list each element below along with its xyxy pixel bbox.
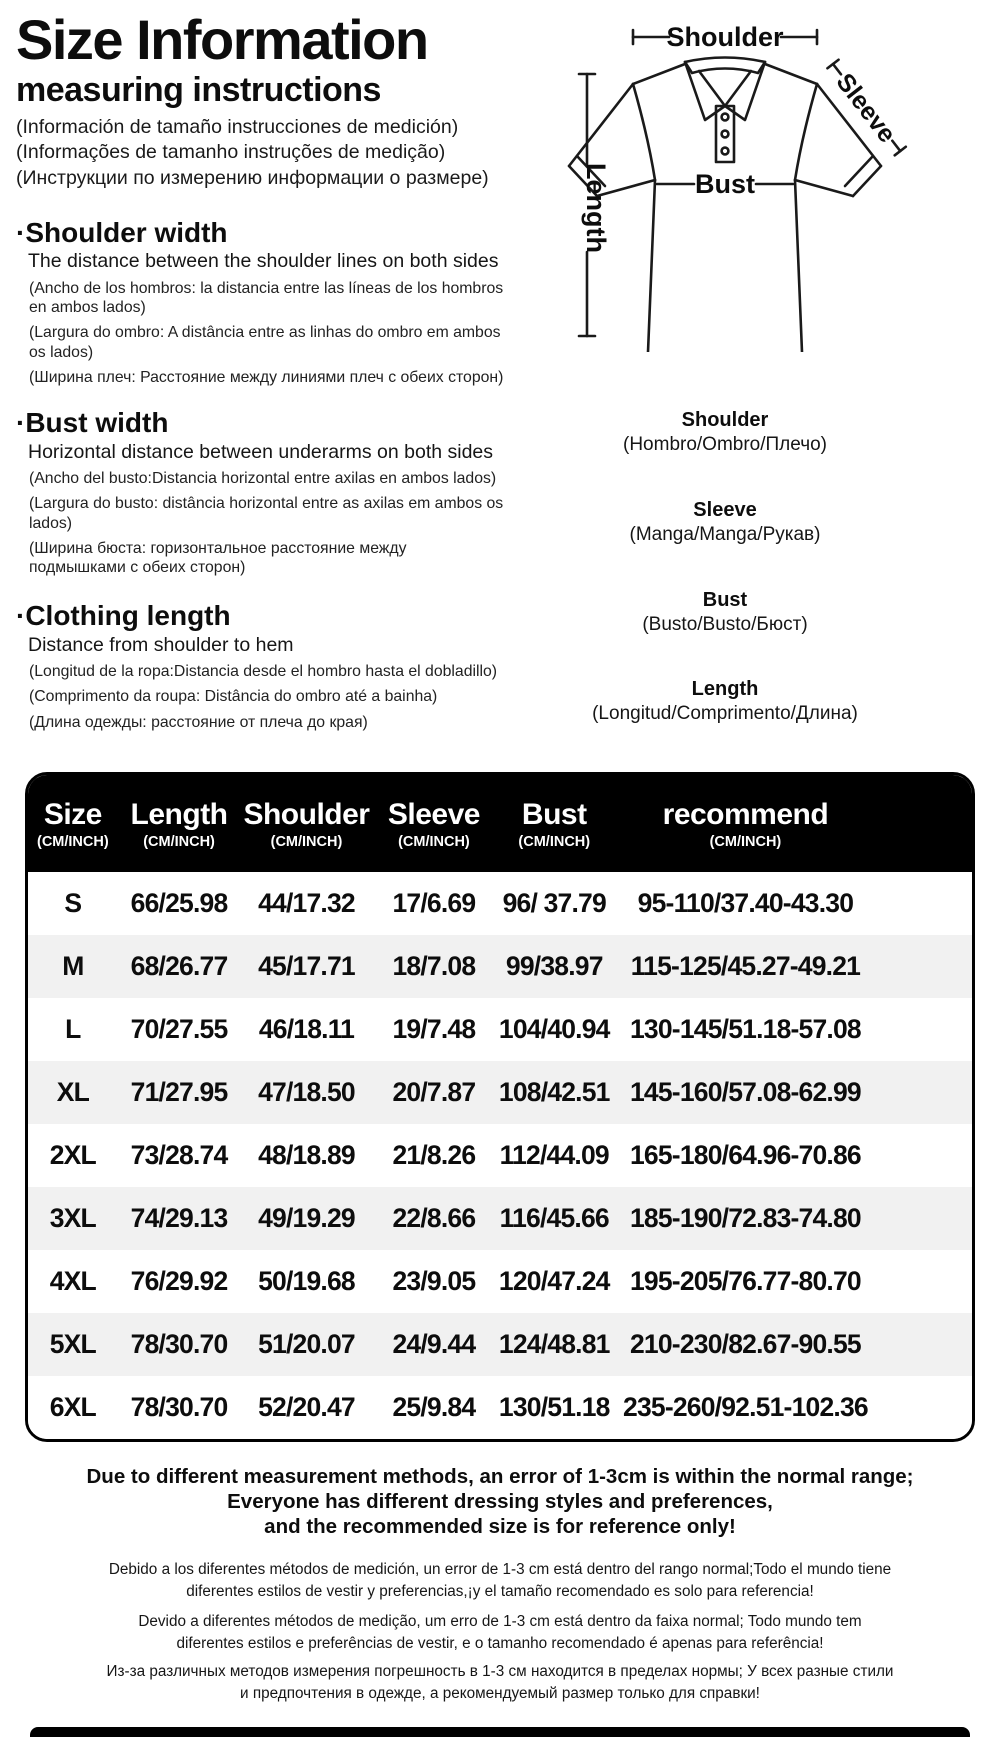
cell-recommend: 95-110/37.40-43.30 xyxy=(637,888,854,918)
cell-length: 76/29.92 xyxy=(130,1266,228,1296)
cell-size: 2XL xyxy=(49,1140,96,1170)
cell-shoulder: 46/18.11 xyxy=(258,1014,355,1044)
table-row xyxy=(28,1250,972,1313)
right-cuff xyxy=(853,166,881,196)
section-description: The distance between the shoulder lines on both sides xyxy=(28,250,499,273)
cell-shoulder: 48/18.89 xyxy=(258,1140,355,1170)
cell-length: 73/28.74 xyxy=(130,1140,228,1170)
cell-length: 71/27.95 xyxy=(130,1077,228,1107)
measure-label-shoulder: Shoulder (Hombro/Ombro/Плечо) xyxy=(623,409,827,455)
cell-length: 66/25.98 xyxy=(130,888,228,918)
section-note-es: (Ancho del busto:Distancia horizontal entre axilas en ambos lados) xyxy=(29,469,497,487)
table-row xyxy=(28,998,972,1061)
cell-sleeve: 22/8.66 xyxy=(392,1203,476,1233)
cell-length: 70/27.55 xyxy=(130,1014,228,1044)
cell-size: M xyxy=(62,951,84,981)
cell-sleeve: 21/8.26 xyxy=(392,1140,476,1170)
section-shoulder-width xyxy=(16,218,538,387)
diagram-length-label: Length xyxy=(581,163,611,253)
right-armhole-seam xyxy=(795,84,817,180)
cell-shoulder: 47/18.50 xyxy=(258,1077,355,1107)
table-row xyxy=(28,935,972,998)
page-subtitle: measuring instructions xyxy=(16,71,381,109)
cell-length: 78/30.70 xyxy=(130,1329,228,1359)
bullet-icon: · xyxy=(16,407,26,439)
section-clothing-length xyxy=(16,601,538,732)
header-shoulder: Shoulder (CM/INCH) xyxy=(243,797,370,850)
table-row xyxy=(28,872,972,935)
header-sleeve: Sleeve (CM/INCH) xyxy=(387,797,480,850)
size-table xyxy=(25,772,975,1442)
section-note-es: (Longitud de la ropa:Distancia desde el hombro hasta el dobladillo) xyxy=(29,663,498,681)
table-row xyxy=(28,1187,972,1250)
section-description: Horizontal distance between underarms on both sides xyxy=(28,440,494,463)
table-row xyxy=(28,1376,972,1439)
table-row xyxy=(28,1313,972,1376)
cell-shoulder: 50/19.68 xyxy=(258,1266,355,1296)
bottom-section-divider xyxy=(30,1727,970,1737)
table-row xyxy=(28,1061,972,1124)
cell-bust: 99/38.97 xyxy=(505,951,603,981)
cell-sleeve: 20/7.87 xyxy=(392,1077,476,1107)
cell-bust: 108/42.51 xyxy=(498,1077,610,1107)
size-table-header xyxy=(28,775,972,872)
cell-length: 78/30.70 xyxy=(130,1392,228,1422)
cell-recommend: 210-230/82.67-90.55 xyxy=(629,1329,861,1359)
measure-label-sleeve: Sleeve (Manga/Manga/Рукав) xyxy=(629,498,821,545)
header-length: Length (CM/INCH) xyxy=(130,797,228,850)
page-title: Size Information xyxy=(16,8,428,71)
section-note-ru: (Длина одежды: расстояние от плеча до края) xyxy=(29,713,368,731)
section-note-ru: (Ширина плеч: Расстояние между линиями плеч с обеих сторон) xyxy=(29,368,504,386)
cell-bust: 130/51.18 xyxy=(498,1392,610,1422)
measure-label-list xyxy=(538,408,912,767)
cell-size: S xyxy=(64,888,82,918)
cell-sleeve: 24/9.44 xyxy=(392,1329,476,1359)
left-armhole-seam xyxy=(633,84,655,180)
bullet-icon: · xyxy=(16,600,26,632)
cell-recommend: 185-190/72.83-74.80 xyxy=(629,1203,861,1233)
cell-shoulder: 45/17.71 xyxy=(258,951,355,981)
disclaimer-en: Due to different measurement methods, an error of 1-3cm is within the normal range; Everyone has different dressing styles and preferences, and the recommended size is for reference only! xyxy=(86,1465,914,1538)
cell-sleeve: 23/9.05 xyxy=(392,1266,476,1296)
header-size: Size (CM/INCH) xyxy=(36,797,109,850)
cell-bust: 96/ 37.79 xyxy=(502,888,606,918)
cell-size: L xyxy=(65,1014,81,1044)
disclaimer-es: Debido a los diferentes métodos de medición, un error de 1-3 cm está dentro del rango normal;Todo el mundo tiene diferentes estilos de vestir y preferencias,¡y el tamaño recomendado es solo para referencia! xyxy=(108,1561,892,1600)
cell-recommend: 195-205/76.77-80.70 xyxy=(629,1266,861,1296)
disclaimer-ru: Из-за различных методов измерения погрешность в 1-3 см находится в пределах нормы; У всех разные стили и предпочтения в одежде, а рекомендуемый размер только для справки! xyxy=(106,1663,894,1702)
diagram-bust-label: Bust xyxy=(695,169,755,199)
measure-label-bust: Bust (Busto/Busto/Бюст) xyxy=(642,588,808,635)
cell-sleeve: 19/7.48 xyxy=(392,1014,476,1044)
cell-recommend: 235-260/92.51-102.36 xyxy=(623,1392,868,1422)
title-translations xyxy=(16,115,538,191)
section-note-pt: (Comprimento da roupa: Distância do ombro até a bainha) xyxy=(29,688,438,706)
cell-shoulder: 52/20.47 xyxy=(258,1392,355,1422)
bullet-icon: · xyxy=(16,217,26,249)
cell-shoulder: 44/17.32 xyxy=(258,888,355,918)
polo-shirt-diagram xyxy=(535,14,995,352)
cell-bust: 104/40.94 xyxy=(498,1014,610,1044)
header-recommend: recommend (CM/INCH) xyxy=(662,797,829,850)
cell-length: 68/26.77 xyxy=(130,951,228,981)
disclaimer-pt: Devido a diferentes métodos de medição, um erro de 1-3 cm está dentro da faixa normal; Todo mundo tem diferentes estilos e preferências de vestir, e o tamanho recomendado é apenas para referência! xyxy=(138,1613,862,1652)
cell-size: 3XL xyxy=(49,1203,96,1233)
cell-size: 5XL xyxy=(49,1329,96,1359)
cell-shoulder: 51/20.07 xyxy=(258,1329,355,1359)
title-note-ru: (Инструкции по измерению информации о размере) xyxy=(16,166,489,189)
title-note-es: (Información de tamaño instrucciones de medición) xyxy=(16,116,459,138)
cell-recommend: 115-125/45.27-49.21 xyxy=(630,951,861,981)
section-title: ·Bust width xyxy=(16,407,169,439)
section-description: Distance from shoulder to hem xyxy=(28,633,294,656)
cell-size: 4XL xyxy=(49,1266,96,1296)
cell-bust: 124/48.81 xyxy=(498,1329,610,1359)
cell-bust: 116/45.66 xyxy=(499,1203,609,1233)
cell-recommend: 145-160/57.08-62.99 xyxy=(629,1077,861,1107)
section-note-pt: (Largura do ombro: A distância entre as linhas do ombro em ambos os lados) xyxy=(29,324,501,361)
section-title: ·Shoulder width xyxy=(16,217,228,249)
size-table-body xyxy=(28,872,972,1439)
cell-recommend: 130-145/51.18-57.08 xyxy=(629,1014,861,1044)
table-row xyxy=(28,1124,972,1187)
diagram-shoulder-label: Shoulder xyxy=(666,22,784,52)
header-bust: Bust (CM/INCH) xyxy=(518,797,591,850)
section-note-pt: (Largura do busto: distância horizontal entre as axilas em ambos os lados) xyxy=(29,495,504,532)
section-bust-width xyxy=(16,408,538,577)
instructions-column xyxy=(16,8,538,732)
cell-recommend: 165-180/64.96-70.86 xyxy=(629,1140,861,1170)
cell-sleeve: 18/7.08 xyxy=(392,951,476,981)
measure-label-length: Length (Longitud/Comprimento/Длина) xyxy=(592,678,858,725)
diagram-sleeve-label: Sleeve xyxy=(830,68,902,149)
cell-sleeve: 17/6.69 xyxy=(392,888,476,918)
section-note-ru: (Ширина бюста: горизонтальное расстояние между подмышками с обеих сторон) xyxy=(29,539,407,577)
section-title: ·Clothing length xyxy=(16,600,231,632)
cell-bust: 120/47.24 xyxy=(498,1266,610,1296)
cell-size: 6XL xyxy=(49,1392,96,1422)
cell-size: XL xyxy=(56,1077,89,1107)
cell-shoulder: 49/19.29 xyxy=(258,1203,355,1233)
cell-length: 74/29.13 xyxy=(130,1203,228,1233)
cell-bust: 112/44.09 xyxy=(499,1140,609,1170)
section-note-es: (Ancho de los hombros: la distancia entre las líneas de los hombros en ambos lados) xyxy=(29,279,504,317)
title-note-pt: (Informações de tamanho instruções de medição) xyxy=(16,141,446,164)
cell-sleeve: 25/9.84 xyxy=(392,1392,476,1422)
